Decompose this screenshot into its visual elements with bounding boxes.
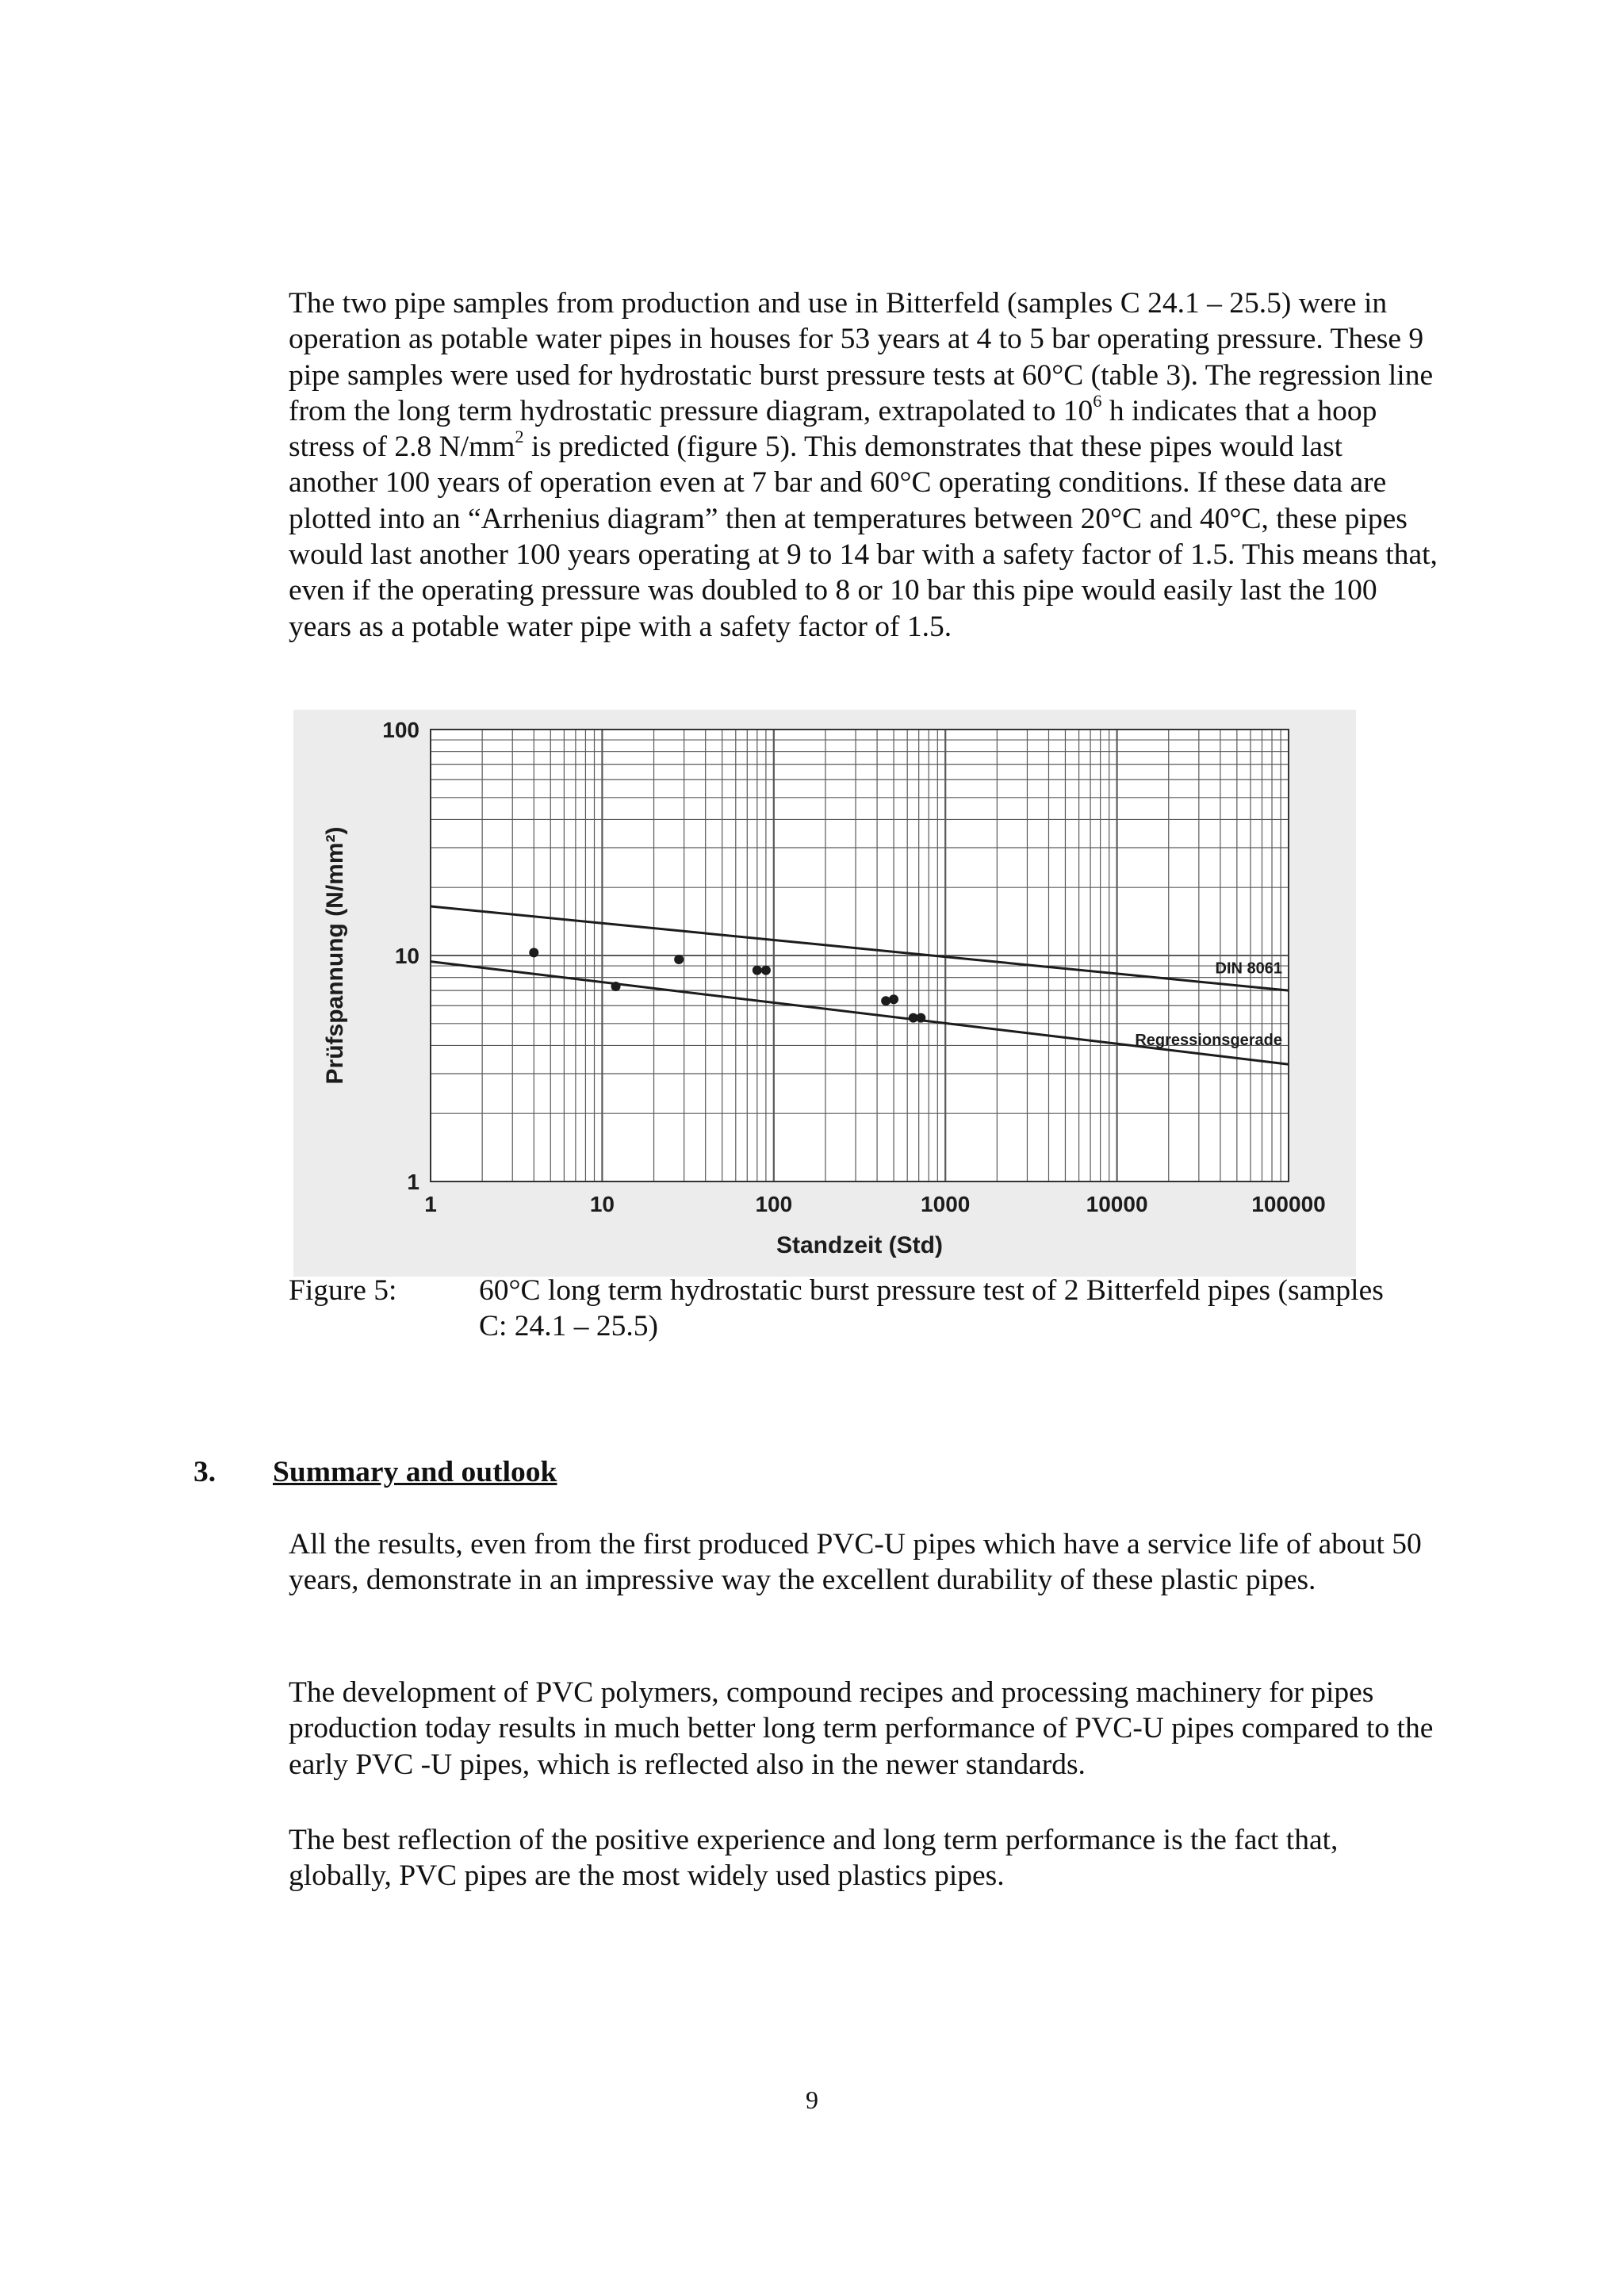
summary-paragraph-2: The development of PVC polymers, compound recipes and processing machinery for pipes production today results in much better long term performance of PVC-U pipes compared to the early PVC -U pipes, which is reflected also in the newer standards. [289,1676,1434,1781]
x-axis-label: Standzeit (Std) [776,1232,943,1258]
y-tick-label: 1 [407,1170,419,1194]
x-tick-label: 1000 [921,1192,971,1216]
section-number: 3. [193,1456,216,1488]
section-title: Summary and outlook [273,1456,557,1488]
series-label-din-8061: DIN 8061 [1215,959,1282,978]
grid [431,730,1289,1181]
intro-superscript-unit: 2 [515,427,524,447]
y-tick-label: 10 [394,944,419,968]
x-tick-label: 100 [755,1192,793,1216]
data-point [916,1013,925,1023]
summary-paragraph-3: The best reflection of the positive experience and long term performance is the fact that, globally, PVC pipes are the most widely used plastics pipes. [289,1824,1339,1893]
figure-5-chart [293,710,1356,1277]
data-point [529,948,538,957]
data-point [881,996,891,1005]
intro-text-3: h indicates that a hoop stress of 2.8 N/mm [289,394,1377,464]
summary-paragraph-1: All the results, even from the first produced PVC-U pipes which have a service life of about 50 years, demonstrate in an impressive way the excellent durability of these plastic pipes. [289,1528,1422,1597]
data-point [611,982,621,991]
figure-caption: 60°C long term hydrostatic burst pressure test of 2 Bitterfeld pipes (samples C: 24.1 – 25.5) [479,1274,1384,1342]
x-tick-label: 10000 [1086,1192,1148,1216]
series-label-regressionsgerade: Regressionsgerade [1135,1032,1282,1050]
data-point [674,955,684,964]
x-tick-label: 100000 [1251,1192,1326,1216]
chart-svg [293,710,1356,1277]
x-tick-label: 10 [589,1192,615,1216]
intro-paragraph [289,285,1438,645]
intro-text-1: The two pipe samples from production and use in Bitterfeld (samples C 24.1 – 25.5) were in operation as potable water pipes in houses for 53 years at 4 to 5 bar operating pressure. These 9 pipe samples were used for hydrostatic burst pressure tests at 60°C (table 3). The regression line from the long term hydrostatic pressure diagram, extrapolated to [289,287,1434,427]
figure-label: Figure 5: [289,1274,397,1307]
y-axis-label: Prüfspannung (N/mm²) [322,826,348,1085]
y-tick-label: 100 [382,718,419,742]
data-point [753,966,762,975]
data-point [761,966,771,975]
intro-superscript-exponent: 6 [1093,391,1102,412]
intro-text-2: 10 [1063,394,1094,427]
data-point [889,994,898,1004]
x-tick-label: 1 [424,1192,437,1216]
page-number: 9 [806,2085,818,2114]
intro-text-4: is predicted (figure 5). This demonstrates that these pipes would last another 100 years of operation even at 7 bar and 60°C operating conditions. If these data are plotted into an “Arrhenius diagram” then at temperatures between 20°C and 40°C, these pipes would last another 100 years operating at 9 to 14 bar with a safety factor of 1.5. This means that, even if the operating pressure was doubled to 8 or 10 bar this pipe would easily last the 100 years as a potable water pipe with a safety factor of 1.5. [289,431,1438,643]
